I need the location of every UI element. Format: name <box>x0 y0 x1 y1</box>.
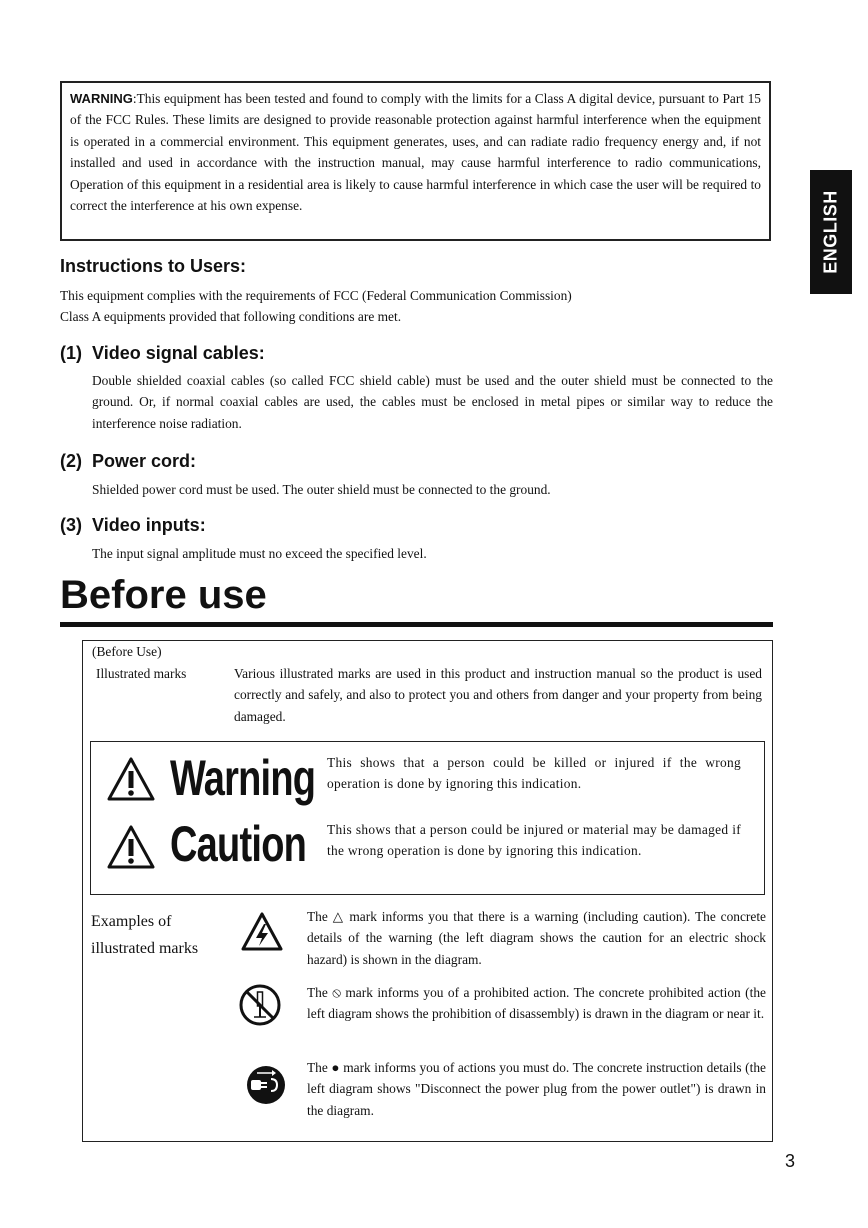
warning-signal-word: Warning <box>170 750 316 806</box>
heading-rule <box>60 622 773 627</box>
instructions-line-1: This equipment complies with the requirements of FCC (Federal Communication Commission) <box>60 288 572 303</box>
condition-1-title: Video signal cables: <box>92 343 265 363</box>
electric-shock-warning-icon <box>240 911 284 953</box>
condition-2-text: Shielded power cord must be used. The outer shield must be connected to the ground. <box>92 482 551 497</box>
caution-signal-word: Caution <box>170 816 307 872</box>
unplug-icon <box>244 1063 288 1107</box>
instructions-heading: Instructions to Users: <box>60 256 247 276</box>
before-use-heading: Before use <box>60 573 267 617</box>
language-tab <box>810 170 852 294</box>
warning-description: This shows that a person could be killed or injured if the wrong operation is done by ignoring this indication. <box>327 755 741 792</box>
illustrated-marks-label: Illustrated marks <box>96 666 187 681</box>
warning-triangle-icon <box>106 756 156 802</box>
fcc-warning-paragraph <box>70 88 761 216</box>
before-use-box-title: (Before Use) <box>92 644 162 659</box>
example-1-text: The △ mark informs you that there is a warning (including caution). The concrete details of the warning (the left diagram shows the caution for an electric shock hazard) is shown in the diagram. <box>307 909 766 967</box>
condition-3-number: (3) <box>60 515 82 535</box>
page-number: 3 <box>784 1151 795 1171</box>
examples-label-line-1: Examples of <box>91 913 172 930</box>
warning-label: WARNING <box>70 91 133 106</box>
condition-1-heading <box>60 343 265 364</box>
condition-2-number: (2) <box>60 451 82 471</box>
caution-description: This shows that a person could be injured or material may be damaged if the wrong operation is done by ignoring this indication. <box>327 822 741 859</box>
instructions-line-2: Class A equipments provided that following conditions are met. <box>60 309 402 324</box>
example-2-text: The ⦸ mark informs you of a prohibited action. The concrete prohibited action (the left diagram shows the prohibition of disassembly) is drawn in the diagram or near it. <box>307 985 766 1022</box>
condition-2-heading <box>60 451 196 472</box>
condition-1-number: (1) <box>60 343 82 363</box>
fcc-warning-box <box>60 81 771 241</box>
condition-1-text: Double shielded coaxial cables (so called FCC shield cable) must be used and the outer shield must be connected to the ground. Or, if normal coaxial cables are used, the cables must be enclosed in metal pipes or similar way to reduce the interference noise radiation. <box>92 373 773 431</box>
condition-3-text: The input signal amplitude must no exceed the specified level. <box>92 546 427 561</box>
condition-3-title: Video inputs: <box>92 515 206 535</box>
language-tab-label: ENGLISH <box>820 190 841 274</box>
condition-2-title: Power cord: <box>92 451 197 471</box>
condition-3-heading <box>60 515 206 536</box>
examples-label-line-2: illustrated marks <box>91 940 199 957</box>
no-disassembly-icon <box>238 983 282 1027</box>
caution-triangle-icon <box>106 824 156 870</box>
illustrated-marks-text: Various illustrated marks are used in this product and instruction manual so the product is used correctly and safely, and also to protect you and others from danger and your property from being damaged. <box>234 666 762 724</box>
example-3-text: The ● mark informs you of actions you must do. The concrete instruction details (the left diagram shows "Disconnect the power plug from the power outlet") is drawn in the diagram. <box>307 1060 766 1118</box>
examples-label <box>91 908 198 962</box>
warning-text: :This equipment has been tested and found to comply with the limits for a Class A digital device, pursuant to Part 15 of the FCC Rules. These limits are designed to provide reasonable protection against harmful interference when the equipment is operated in a commercial environment. This equipment generates, uses, and can radiate radio frequency energy and, if not installed and used in accordance with the instruction manual, may cause harmful interference to radio communications, Operation of this equipment in a residential area is likely to cause harmful interference in which case the user will be required to correct the interference at his own expense. <box>70 91 761 214</box>
